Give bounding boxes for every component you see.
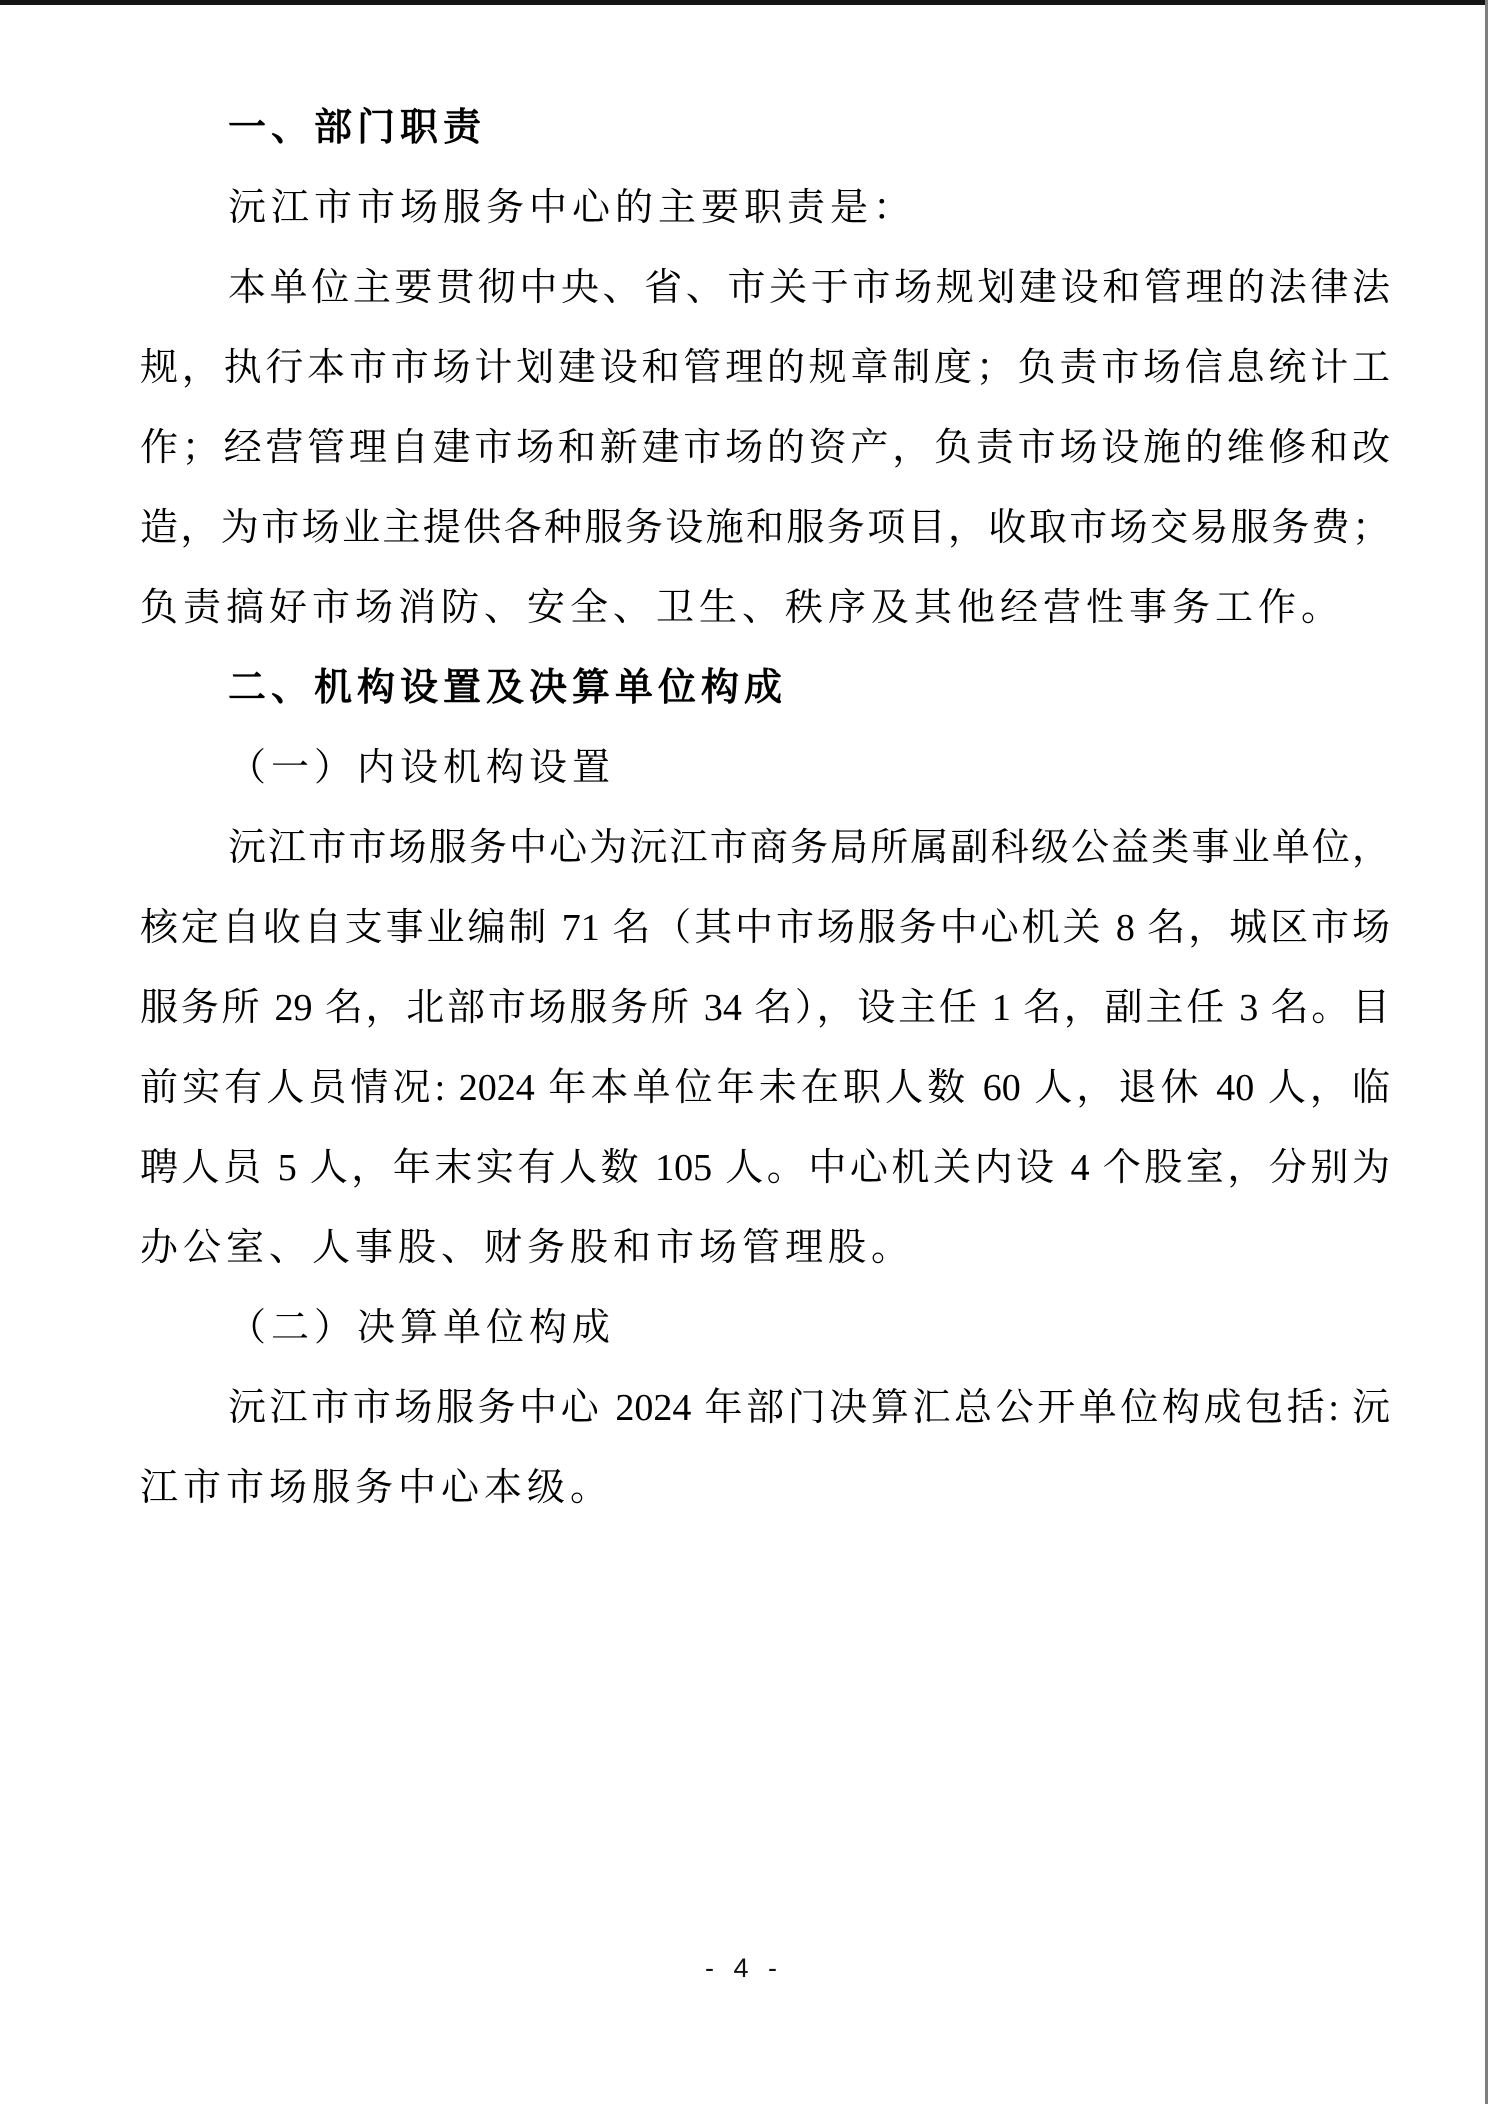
paragraph-line: 核定自收自支事业编制 71 名（其中市场服务中心机关 8 名，城区市场 [140, 907, 1390, 949]
paragraph-line: 服务所 29 名，北部市场服务所 34 名），设主任 1 名，副主任 3 名。目 [140, 987, 1390, 1029]
paragraph-line: 规，执行本市市场计划建设和管理的规章制度；负责市场信息统计工 [140, 347, 1390, 389]
paragraph-line: 沅江市市场服务中心的主要职责是： [228, 187, 917, 229]
paragraph-line: 沅江市市场服务中心 2024 年部门决算汇总公开单位构成包括: 沅 [228, 1387, 1390, 1429]
paragraph-line: 负责搞好市场消防、安全、卫生、秩序及其他经营性事务工作。 [140, 587, 1345, 629]
paragraph-line: 江市市场服务中心本级。 [140, 1467, 614, 1509]
subsection-heading-2: （二）决算单位构成 [228, 1307, 616, 1349]
paragraph-line: 沅江市市场服务中心为沅江市商务局所属副科级公益类事业单位， [228, 827, 1390, 869]
section-heading-1: 一、部门职责 [228, 107, 487, 149]
page-top-border [0, 0, 1488, 5]
subsection-heading-1: （一）内设机构设置 [228, 747, 616, 789]
section-heading-2: 二、机构设置及决算单位构成 [228, 667, 788, 709]
document-body [140, 88, 1390, 1528]
paragraph-line: 作；经营管理自建市场和新建市场的资产，负责市场设施的维修和改 [140, 427, 1390, 469]
paragraph-line: 聘人员 5 人，年末实有人数 105 人。中心机关内设 4 个股室，分别为 [140, 1147, 1390, 1189]
page-number: - 4 - [704, 1953, 783, 1983]
paragraph-line: 造，为市场业主提供各种服务设施和服务项目，收取市场交易服务费； [140, 507, 1390, 549]
paragraph-line: 前实有人员情况: 2024 年本单位年未在职人数 60 人，退休 40 人，临 [140, 1067, 1390, 1109]
paragraph-line: 办公室、人事股、财务股和市场管理股。 [140, 1227, 915, 1269]
paragraph-line: 本单位主要贯彻中央、省、市关于市场规划建设和管理的法律法 [228, 267, 1390, 309]
